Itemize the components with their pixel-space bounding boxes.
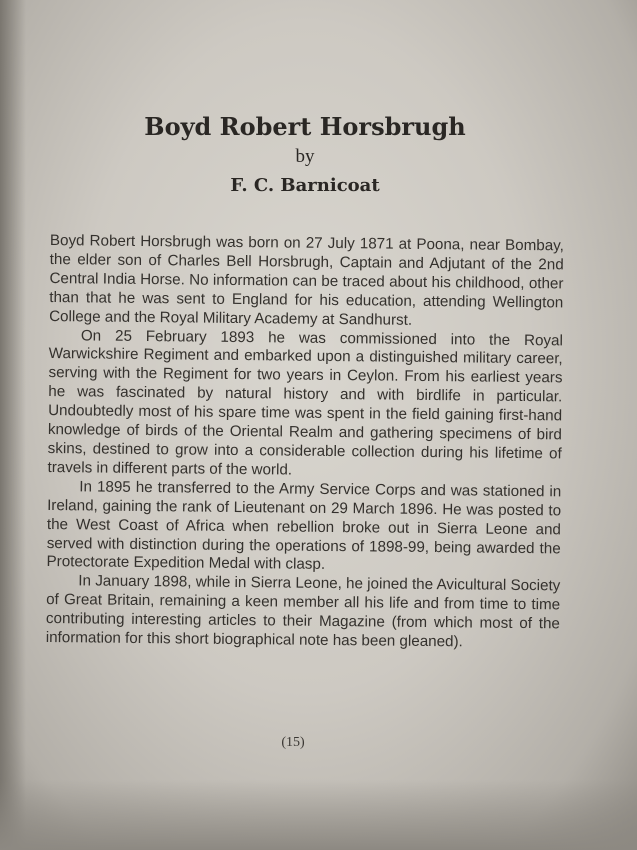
article-title: Boyd Robert Horsbrugh [144, 112, 466, 141]
paragraph-4: In January 1898, while in Sierra Leone, he joined the Avicultural Society of Great Britain, remaining a keen member all his life and from time to time contributing interesting articles to their Magazine (from which most of the information for this short biographical note has been gleaned). [45, 572, 561, 651]
article-body [46, 232, 564, 653]
paragraph-3: In 1895 he transferred to the Army Service Corps and was stationed in Ireland, gaining the rank of Lieutenant on 29 March 1896. He was posted to the West Coast of Africa when rebellion broke out in Sierra Leone and served with distinction during the operations of 1898-99, being awarded the Protectorate Expedition Medal with clasp. [46, 478, 562, 574]
byline-by: by [295, 146, 315, 167]
page-shadow-bottom [0, 780, 637, 850]
author-name: F. C. Barnicoat [230, 175, 380, 196]
paragraph-1: Boyd Robert Horsbrugh was born on 27 July 1871 at Poona, near Bombay, the elder son of Charles Bell Horsbrugh, Captain and Adjutant of the 2nd Central India Horse. No information can be traced about his childhood, other than that he was sent to England for his education, attending Wellington College and the Royal Military Academy at Sandhurst. [49, 232, 564, 329]
page-number: (15) [281, 735, 305, 750]
paragraph-2: On 25 February 1893 he was commissioned into the Royal Warwickshire Regiment and embarked upon a distinguished military career, serving with the Regiment for two years in Ceylon. From his earliest years he was fascinated by natural history and with birdlife in particular. Undoubtedly most of his spare time was spent in the field gaining first-hand knowledge of birds of the Oriental Realm and gathering specimens of bird skins, destined to grow into a considerable collection during his lifetime of travels in different parts of the world. [47, 326, 563, 479]
